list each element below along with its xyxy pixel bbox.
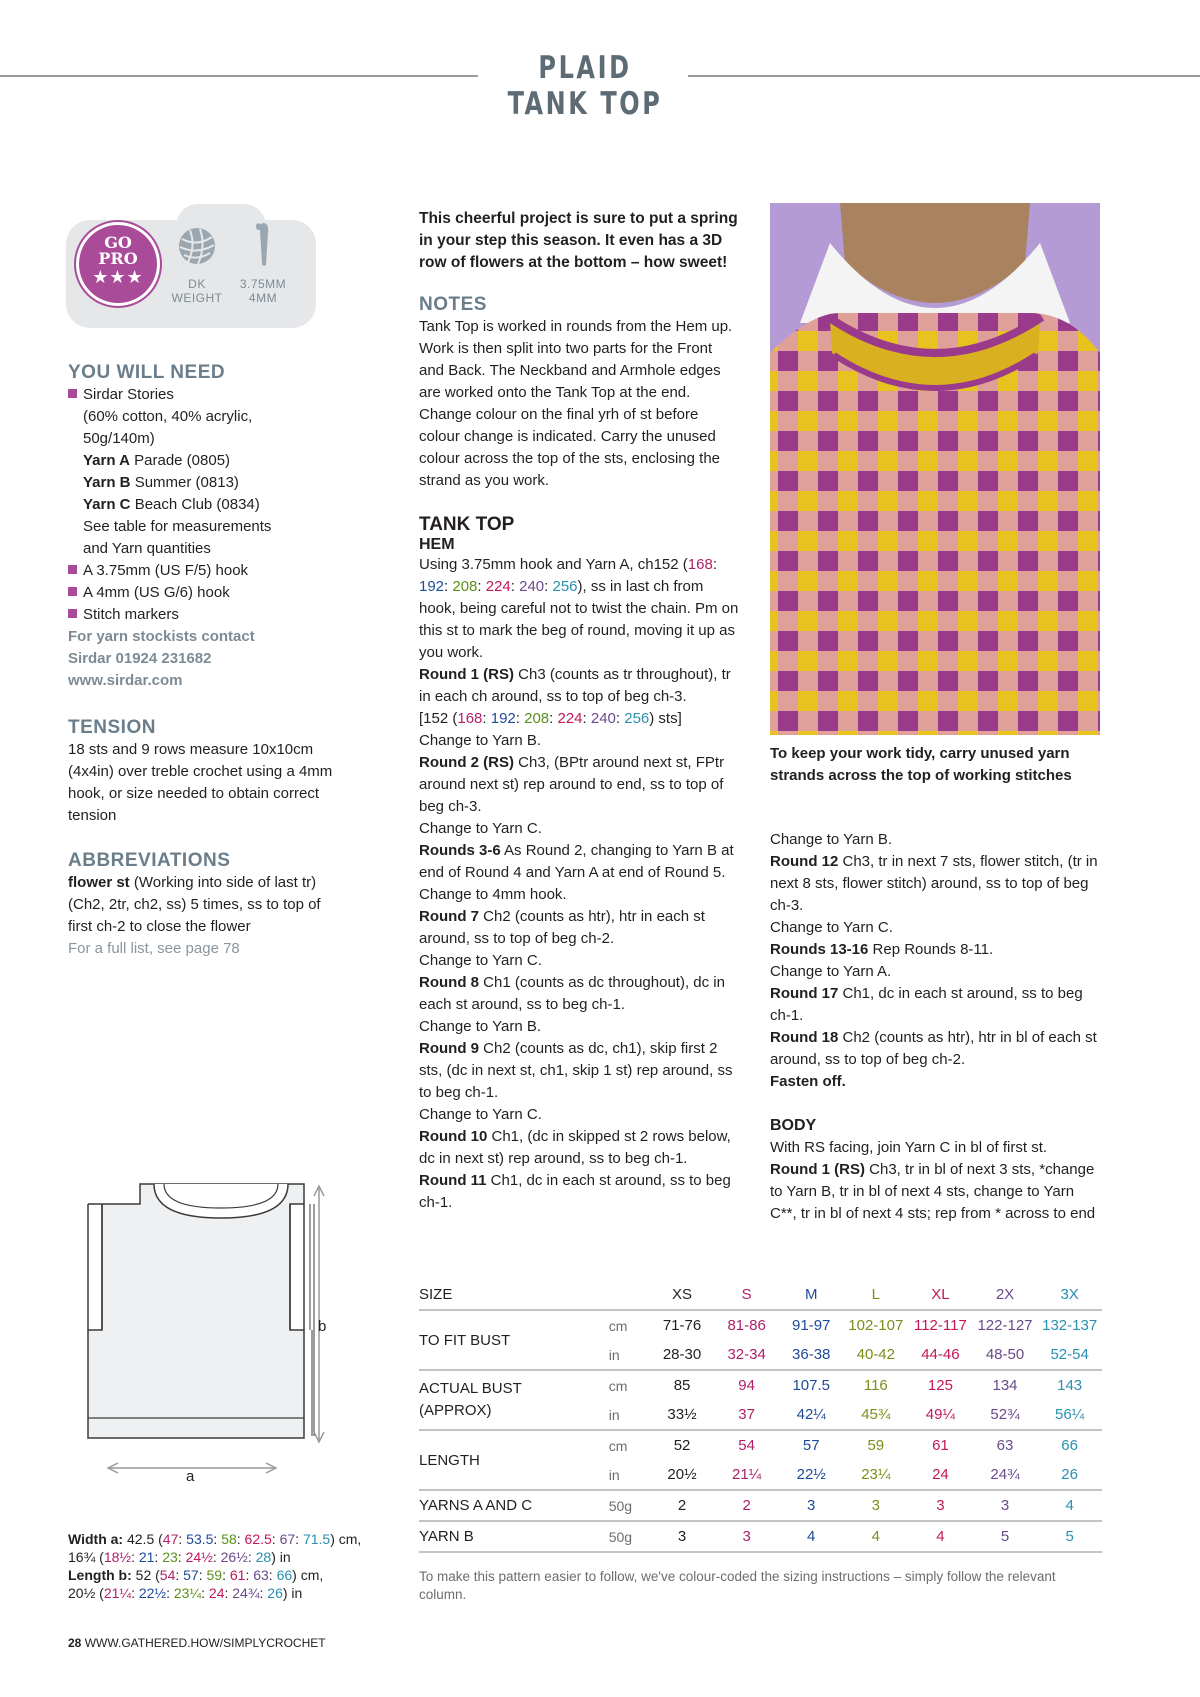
- length-in-line: 20½ (21¼: 22½: 23¼: 24: 24¾: 26) in: [68, 1585, 303, 1601]
- size-header: SIZE: [419, 1280, 609, 1310]
- length-in-l: 23¼: [173, 1585, 202, 1601]
- round-8-label: Round 8: [419, 974, 479, 991]
- table-cell: 3: [714, 1521, 779, 1552]
- hem-count-l: 208: [452, 578, 478, 595]
- round-11-text: Ch1, dc in each st around, ss to beg ch-1.: [419, 1172, 731, 1211]
- round-1-count-b: ) sts]: [649, 710, 682, 727]
- materials-item-hook2: [68, 582, 348, 604]
- yarn-weight: 50g/140m): [83, 430, 155, 447]
- round-17-label: Round 17: [770, 985, 839, 1002]
- table-cell: 59: [867, 1437, 885, 1454]
- table-cell: 122-127: [977, 1317, 1033, 1334]
- crochet-hook-icon: [252, 220, 276, 268]
- rounds-13-16: [770, 939, 1100, 961]
- row-label-yarns-a-c: YARNS A AND C: [419, 1490, 609, 1521]
- width-cm-first: 42.5 (: [123, 1531, 163, 1547]
- round-2-label: Round 2 (RS): [419, 754, 514, 771]
- table-cell: 22½: [779, 1460, 844, 1490]
- width-in-m: 21: [138, 1549, 155, 1565]
- row-label-length: LENGTH: [419, 1430, 609, 1490]
- actual-bust-line1: ACTUAL BUST: [419, 1380, 522, 1397]
- table-cell: 42¼: [779, 1400, 844, 1430]
- table-cell: 40-42: [844, 1340, 909, 1370]
- tension-section: [68, 717, 333, 827]
- table-row: [419, 1521, 1102, 1552]
- unit-cm: cm: [608, 1437, 628, 1454]
- width-cm-3x: 71.5: [302, 1531, 331, 1547]
- bullet-icon: [68, 587, 77, 596]
- length-cm-s: 54: [159, 1567, 176, 1583]
- table-row: [419, 1490, 1102, 1521]
- length-cm-l: 59: [206, 1567, 223, 1583]
- width-in-2x: 26½: [220, 1549, 248, 1565]
- pattern-instructions: [419, 554, 739, 1214]
- round-7-text: Ch2 (counts as htr), htr in each st around, ss to top of beg ch-2.: [419, 908, 705, 947]
- width-in-end: ) in: [271, 1549, 291, 1565]
- round-8-text: Ch1 (counts as dc throughout), dc in each st around, ss to beg ch-1.: [419, 974, 725, 1013]
- r1-count-xl: 224: [557, 710, 583, 727]
- you-will-need-section: [68, 362, 348, 692]
- right-change-yarn-a: Change to Yarn A.: [770, 963, 892, 980]
- colour-code-note: To make this pattern easier to follow, we've colour-coded the sizing instructions – simply follow the relevant column.: [419, 1569, 1056, 1602]
- change-yarn-c-2: Change to Yarn C.: [419, 952, 542, 969]
- row-label-fit-bust: TO FIT BUST: [419, 1310, 609, 1370]
- table-cell: 24¾: [973, 1460, 1038, 1490]
- width-in-3x: 28: [255, 1549, 272, 1565]
- yarn-weight-label: [166, 277, 228, 305]
- rounds-3-6-label: Rounds 3-6: [419, 842, 501, 859]
- plaid-tank-top-photo: [770, 203, 1100, 735]
- width-cm-l: 58: [221, 1531, 237, 1547]
- table-cell: 52: [673, 1437, 691, 1454]
- round-17: [770, 983, 1100, 1027]
- yarn-weight-line2: WEIGHT: [171, 291, 223, 305]
- width-in-xl: 24½: [185, 1549, 213, 1565]
- tension-heading: TENSION: [68, 717, 156, 738]
- diagram-label-a: a: [186, 1468, 195, 1485]
- width-in-first: 16¾ (: [68, 1549, 104, 1565]
- round-12: [770, 851, 1100, 917]
- length-in-s: 21¼: [103, 1585, 132, 1601]
- table-cell: 66: [1061, 1437, 1078, 1454]
- table-cell: 4: [908, 1521, 973, 1552]
- table-cell: 3: [908, 1490, 973, 1521]
- hook-size-label: [232, 277, 294, 305]
- stockists-url[interactable]: www.sirdar.com: [68, 672, 183, 689]
- length-cm-3x: 66: [276, 1567, 293, 1583]
- stockists-line1: For yarn stockists contact: [68, 628, 255, 645]
- size-m: M: [779, 1280, 844, 1310]
- round-10-text: Ch1, (dc in skipped st 2 rows below, dc in next st) rep around, ss to beg ch-1.: [419, 1128, 731, 1167]
- change-yarn-b: Change to Yarn B.: [419, 732, 542, 749]
- unit-cm: cm: [608, 1377, 628, 1394]
- table-cell: 85: [673, 1377, 691, 1394]
- table-cell: 3: [973, 1490, 1038, 1521]
- table-cell: 134: [992, 1377, 1018, 1394]
- round-18-text: Ch2 (counts as htr), htr in bl of each st around, ss to top of beg ch-2.: [770, 1029, 1097, 1068]
- unit-in: in: [609, 1460, 650, 1490]
- width-cm-line: Width a: 42.5 (47: 53.5: 58: 62.5: 67: 71.5) cm,: [68, 1531, 362, 1547]
- length-cm-line: Length b: 52 (54: 57: 59: 61: 63: 66) cm,: [68, 1567, 324, 1583]
- table-cell: 5: [1037, 1521, 1102, 1552]
- skill-stars: ★★★: [92, 267, 144, 287]
- notes-text: Tank Top is worked in rounds from the Hem up. Work is then split into two parts for the Front and Back. The Neckband and Armhole edges are worked onto the Tank Top at the end. Change colour on the final yrh of st before colour change is indicated. Carry the unused colour across the top of the sts, enclosing the strand as you work.: [419, 318, 733, 489]
- round-7: [419, 906, 739, 950]
- table-cell: 2: [650, 1490, 715, 1521]
- materials-item-hook1: [68, 560, 348, 582]
- table-cell: 61: [932, 1437, 949, 1454]
- table-row: [419, 1370, 1102, 1400]
- yarn-c-label: Yarn C: [83, 496, 131, 513]
- round-2-text: Ch3, (BPtr around next st, FPtr around next st) rep around to end, ss to top of beg ch-3.: [419, 754, 725, 815]
- tension-text: 18 sts and 9 rows measure 10x10cm (4x4in) over treble crochet using a 4mm hook, or size needed to obtain correct tension: [68, 741, 333, 824]
- table-cell: 143: [1057, 1377, 1083, 1394]
- skill-level-badge: [76, 222, 160, 306]
- unit-50g: 50g: [609, 1490, 650, 1521]
- right-change-yarn-b: Change to Yarn B.: [770, 831, 893, 848]
- yarn-ball-icon: [176, 225, 218, 267]
- table-cell: 3: [779, 1490, 844, 1521]
- round-11-label: Round 11: [419, 1172, 487, 1189]
- table-cell: 24: [908, 1460, 973, 1490]
- table-cell: 33½: [650, 1400, 715, 1430]
- abbreviation-entry: [68, 872, 333, 938]
- table-cell: 63: [996, 1437, 1014, 1454]
- stockists-line2: Sirdar 01924 231682: [68, 650, 212, 667]
- r1-count-2x: 240: [590, 710, 616, 727]
- table-cell: 71-76: [662, 1317, 702, 1334]
- round-10: [419, 1126, 739, 1170]
- length-in-end: ) in: [282, 1585, 303, 1601]
- right-change-yarn-c: Change to Yarn C.: [770, 919, 893, 936]
- table-row: [419, 1310, 1102, 1340]
- table-header-row: [419, 1280, 1102, 1310]
- body-round-1: [770, 1159, 1100, 1225]
- table-cell: 52¾: [973, 1400, 1038, 1430]
- table-cell: 4: [1037, 1490, 1102, 1521]
- unit-cm: cm: [608, 1317, 628, 1334]
- rounds-13-16-text: Rep Rounds 8-11.: [868, 941, 994, 958]
- unit-in: in: [609, 1340, 650, 1370]
- table-cell: 20½: [650, 1460, 715, 1490]
- table-cell: 102-107: [848, 1317, 904, 1334]
- table-cell: 91-97: [792, 1317, 831, 1334]
- table-cell: 116: [863, 1377, 888, 1394]
- table-cell: 3: [844, 1490, 909, 1521]
- row-label-actual-bust: [419, 1370, 609, 1430]
- materials-item-yarn: [68, 384, 348, 406]
- skill-level-line2: PRO: [98, 249, 138, 268]
- measurements-block: [68, 1530, 368, 1602]
- table-cell: 37: [714, 1400, 779, 1430]
- yarn-c-line: [68, 494, 348, 516]
- table-cell: 132-137: [1042, 1317, 1098, 1334]
- length-label: Length b:: [68, 1567, 132, 1583]
- table-cell: 28-30: [650, 1340, 715, 1370]
- hem-count-s: 168: [687, 556, 713, 573]
- abbreviations-section: [68, 850, 333, 960]
- change-yarn-b-2: Change to Yarn B.: [419, 1018, 542, 1035]
- page-number: 28: [68, 1636, 82, 1650]
- you-will-need-heading: YOU WILL NEED: [68, 362, 226, 383]
- abbreviation-definition: (Working into side of last tr) (Ch2, 2tr, ch2, ss) 5 times, ss to top of first ch-2 to close the flower: [68, 874, 321, 935]
- footer-url[interactable]: WWW.GATHERED.HOW/SIMPLYCROCHET: [81, 1636, 326, 1650]
- page-title: PLAID TANK TOP: [507, 50, 663, 122]
- table-cell: 4: [844, 1521, 909, 1552]
- table-cell: 26: [1037, 1460, 1102, 1490]
- width-cm-xl: 62.5: [244, 1531, 272, 1547]
- width-cm-s: 47: [162, 1531, 179, 1547]
- table-cell: 2: [714, 1490, 779, 1521]
- rounds-13-16-label: Rounds 13-16: [770, 941, 869, 958]
- table-cell: 49¼: [908, 1400, 973, 1430]
- unit-in: in: [609, 1400, 650, 1430]
- bullet-icon: [68, 609, 77, 618]
- size-table: [419, 1280, 1102, 1553]
- round-1-label: Round 1 (RS): [419, 666, 514, 683]
- table-cell: 125: [927, 1377, 953, 1394]
- see-table-line1: See table for measurements: [83, 518, 272, 535]
- round-1-count: [152 (168: 192: 208: 224: 240: 256) sts]: [419, 710, 682, 727]
- r1-count-s: 168: [457, 710, 483, 727]
- length-cm-m: 57: [183, 1567, 199, 1583]
- table-cell: 52-54: [1037, 1340, 1102, 1370]
- yarn-a-line: [68, 450, 348, 472]
- table-cell: 44-46: [908, 1340, 973, 1370]
- length-in-m: 22½: [138, 1585, 167, 1601]
- yarn-a-label: Yarn A: [83, 452, 130, 469]
- size-s: S: [714, 1280, 779, 1310]
- body-round-1-text: Ch3, tr in bl of next 3 sts, *change to Yarn B, tr in bl of next 4 sts, change to Yarn C**, tr in bl of next 4 sts; rep from * across to end: [770, 1161, 1096, 1222]
- hook2-text: A 4mm (US G/6) hook: [83, 584, 230, 601]
- round-18-label: Round 18: [770, 1029, 839, 1046]
- round-1-text: Ch3 (counts as tr throughout), tr in each ch around, ss to top of beg ch-3.: [419, 666, 731, 705]
- round-11: [419, 1170, 739, 1214]
- round-8: [419, 972, 739, 1016]
- length-in-2x: 24¾: [232, 1585, 260, 1601]
- intro-text: This cheerful project is sure to put a spring in your step this season. It even has a 3D row of flowers at the bottom – how sweet!: [419, 210, 738, 271]
- round-1-count-a: [152 (: [419, 710, 458, 727]
- r1-count-l: 208: [524, 710, 550, 727]
- length-in-first: 20½ (: [68, 1585, 104, 1601]
- notes-heading: NOTES: [419, 294, 487, 315]
- body-join: With RS facing, join Yarn C in bl of first st.: [770, 1139, 1048, 1156]
- length-in-xl: 24: [208, 1585, 225, 1601]
- width-in-s: 18½: [103, 1549, 132, 1565]
- table-cell: 23¼: [844, 1460, 909, 1490]
- size-3x: 3X: [1037, 1280, 1102, 1310]
- size-xs: XS: [650, 1280, 715, 1310]
- unit-header: [609, 1280, 650, 1310]
- length-cm-end: ) cm,: [292, 1567, 324, 1583]
- table-cell: 32-34: [714, 1340, 779, 1370]
- actual-bust-line2: (APPROX): [419, 1402, 492, 1419]
- skill-level-line1: GO: [104, 233, 132, 252]
- width-cm-end: ) cm,: [330, 1531, 362, 1547]
- table-cell: 81-86: [727, 1317, 766, 1334]
- width-cm-m: 53.5: [186, 1531, 214, 1547]
- table-row: [419, 1430, 1102, 1460]
- round-1: [419, 664, 739, 708]
- skill-badge-panel: [66, 200, 316, 328]
- photo-caption: To keep your work tidy, carry unused yarn strands across the top of working stitches: [770, 745, 1072, 784]
- table-cell: 57: [802, 1437, 820, 1454]
- change-hook: Change to 4mm hook.: [419, 886, 567, 903]
- change-yarn-c: Change to Yarn C.: [419, 820, 542, 837]
- size-xl: XL: [908, 1280, 973, 1310]
- hook-size-line2: 4MM: [248, 291, 278, 305]
- row-label-yarn-b: YARN B: [419, 1521, 609, 1552]
- yarn-brand: Sirdar Stories: [83, 386, 174, 403]
- abbreviations-more-link[interactable]: For a full list, see page 78: [68, 940, 240, 957]
- table-cell: 54: [738, 1437, 755, 1454]
- round-9: [419, 1038, 739, 1104]
- hem-count-m: 192: [419, 578, 445, 595]
- pattern-main-column: [419, 208, 739, 1214]
- table-cell: 94: [738, 1377, 755, 1394]
- round-17-text: Ch1, dc in each st around, ss to beg ch-1.: [770, 985, 1083, 1024]
- round-10-label: Round 10: [419, 1128, 488, 1145]
- change-yarn-c-3: Change to Yarn C.: [419, 1106, 542, 1123]
- rounds-3-6: [419, 840, 739, 884]
- page-footer: [68, 1636, 326, 1650]
- table-cell: 112-117: [913, 1317, 967, 1334]
- table-cell: 56¼: [1037, 1400, 1102, 1430]
- hem-text-a: Using 3.75mm hook and Yarn A, ch152 (: [419, 556, 688, 573]
- round-2: [419, 752, 739, 818]
- length-in-3x: 26: [267, 1585, 283, 1601]
- table-cell: 21¼: [714, 1460, 779, 1490]
- round-12-text: Ch3, tr in next 7 sts, flower stitch, (tr in next 8 sts, flower stitch) around, ss to top of beg ch-3.: [770, 853, 1098, 914]
- size-2x: 2X: [973, 1280, 1038, 1310]
- header-rule-left: [0, 75, 478, 77]
- see-table-line2: and Yarn quantities: [83, 540, 211, 557]
- diagram-label-b: b: [318, 1318, 327, 1335]
- round-9-label: Round 9: [419, 1040, 479, 1057]
- round-9-text: Ch2 (counts as dc, ch1), skip first 2 sts, (dc in next st, ch1, skip 1 st) rep around, ss to beg ch-1.: [419, 1040, 733, 1101]
- hem-count-3x: 256: [552, 578, 578, 595]
- body-round-1-label: Round 1 (RS): [770, 1161, 865, 1178]
- rounds-3-6-text: As Round 2, changing to Yarn B at end of Round 4 and Yarn A at end of Round 5.: [419, 842, 734, 881]
- garment-schematic: [84, 1178, 364, 1508]
- hook-size-line1: 3.75MM: [239, 277, 287, 291]
- round-7-label: Round 7: [419, 908, 479, 925]
- bullet-icon: [68, 565, 77, 574]
- round-12-label: Round 12: [770, 853, 839, 870]
- body-heading: BODY: [770, 1117, 817, 1134]
- yarn-weight-line1: DK: [188, 277, 206, 291]
- table-cell: 107.5: [792, 1377, 830, 1394]
- project-photo: [770, 203, 1100, 735]
- r1-count-m: 192: [490, 710, 516, 727]
- pattern-right-column: [770, 829, 1100, 1225]
- length-cm-first: 52 (: [131, 1567, 160, 1583]
- width-in-l: 23: [162, 1549, 178, 1565]
- length-cm-xl: 61: [229, 1567, 246, 1583]
- yarn-b-colour: Summer (0813): [130, 474, 239, 491]
- table-cell: 48-50: [973, 1340, 1038, 1370]
- hem-count-xl: 224: [485, 578, 511, 595]
- table-cell: 3: [650, 1521, 715, 1552]
- width-in-line: 16¾ (18½: 21: 23: 24½: 26½: 28) in: [68, 1549, 291, 1565]
- hook1-text: A 3.75mm (US F/5) hook: [83, 562, 249, 579]
- yarn-fibre: (60% cotton, 40% acrylic,: [83, 408, 253, 425]
- yarn-a-colour: Parade (0805): [129, 452, 231, 469]
- abbreviation-term: flower st: [68, 874, 130, 891]
- header-rule-right: [688, 75, 1200, 77]
- abbreviations-heading: ABBREVIATIONS: [68, 850, 231, 871]
- width-label: Width a:: [68, 1531, 124, 1547]
- size-l: L: [844, 1280, 909, 1310]
- table-cell: 36-38: [779, 1340, 844, 1370]
- unit-50g: 50g: [609, 1521, 650, 1552]
- bullet-icon: [68, 389, 77, 398]
- markers-text: Stitch markers: [83, 606, 179, 623]
- hem-count-2x: 240: [519, 578, 545, 595]
- table-cell: 45¾: [844, 1400, 909, 1430]
- hem-heading: HEM: [419, 536, 455, 553]
- yarn-c-colour: Beach Club (0834): [130, 496, 260, 513]
- hem-text-b: ), ss in last ch from hook, being careful not to twist the chain. Pm on this st to mark the beg of round, moving it up as you work.: [419, 578, 739, 661]
- tank-top-heading: TANK TOP: [419, 514, 515, 535]
- r1-count-3x: 256: [624, 710, 650, 727]
- materials-item-markers: [68, 604, 348, 626]
- yarn-b-line: [68, 472, 348, 494]
- fasten-off: Fasten off.: [770, 1073, 846, 1090]
- yarn-b-label: Yarn B: [83, 474, 131, 491]
- length-cm-2x: 63: [253, 1567, 269, 1583]
- round-18: [770, 1027, 1100, 1071]
- width-cm-2x: 67: [279, 1531, 296, 1547]
- hem-instruction: Using 3.75mm hook and Yarn A, ch152 (168: 192: 208: 224: 240: 256), ss in last ch from hook, being careful not to twist the chain. Pm on this st to mark the beg of round, moving it up as you work.: [419, 556, 739, 661]
- table-cell: 4: [779, 1521, 844, 1552]
- table-cell: 5: [973, 1521, 1038, 1552]
